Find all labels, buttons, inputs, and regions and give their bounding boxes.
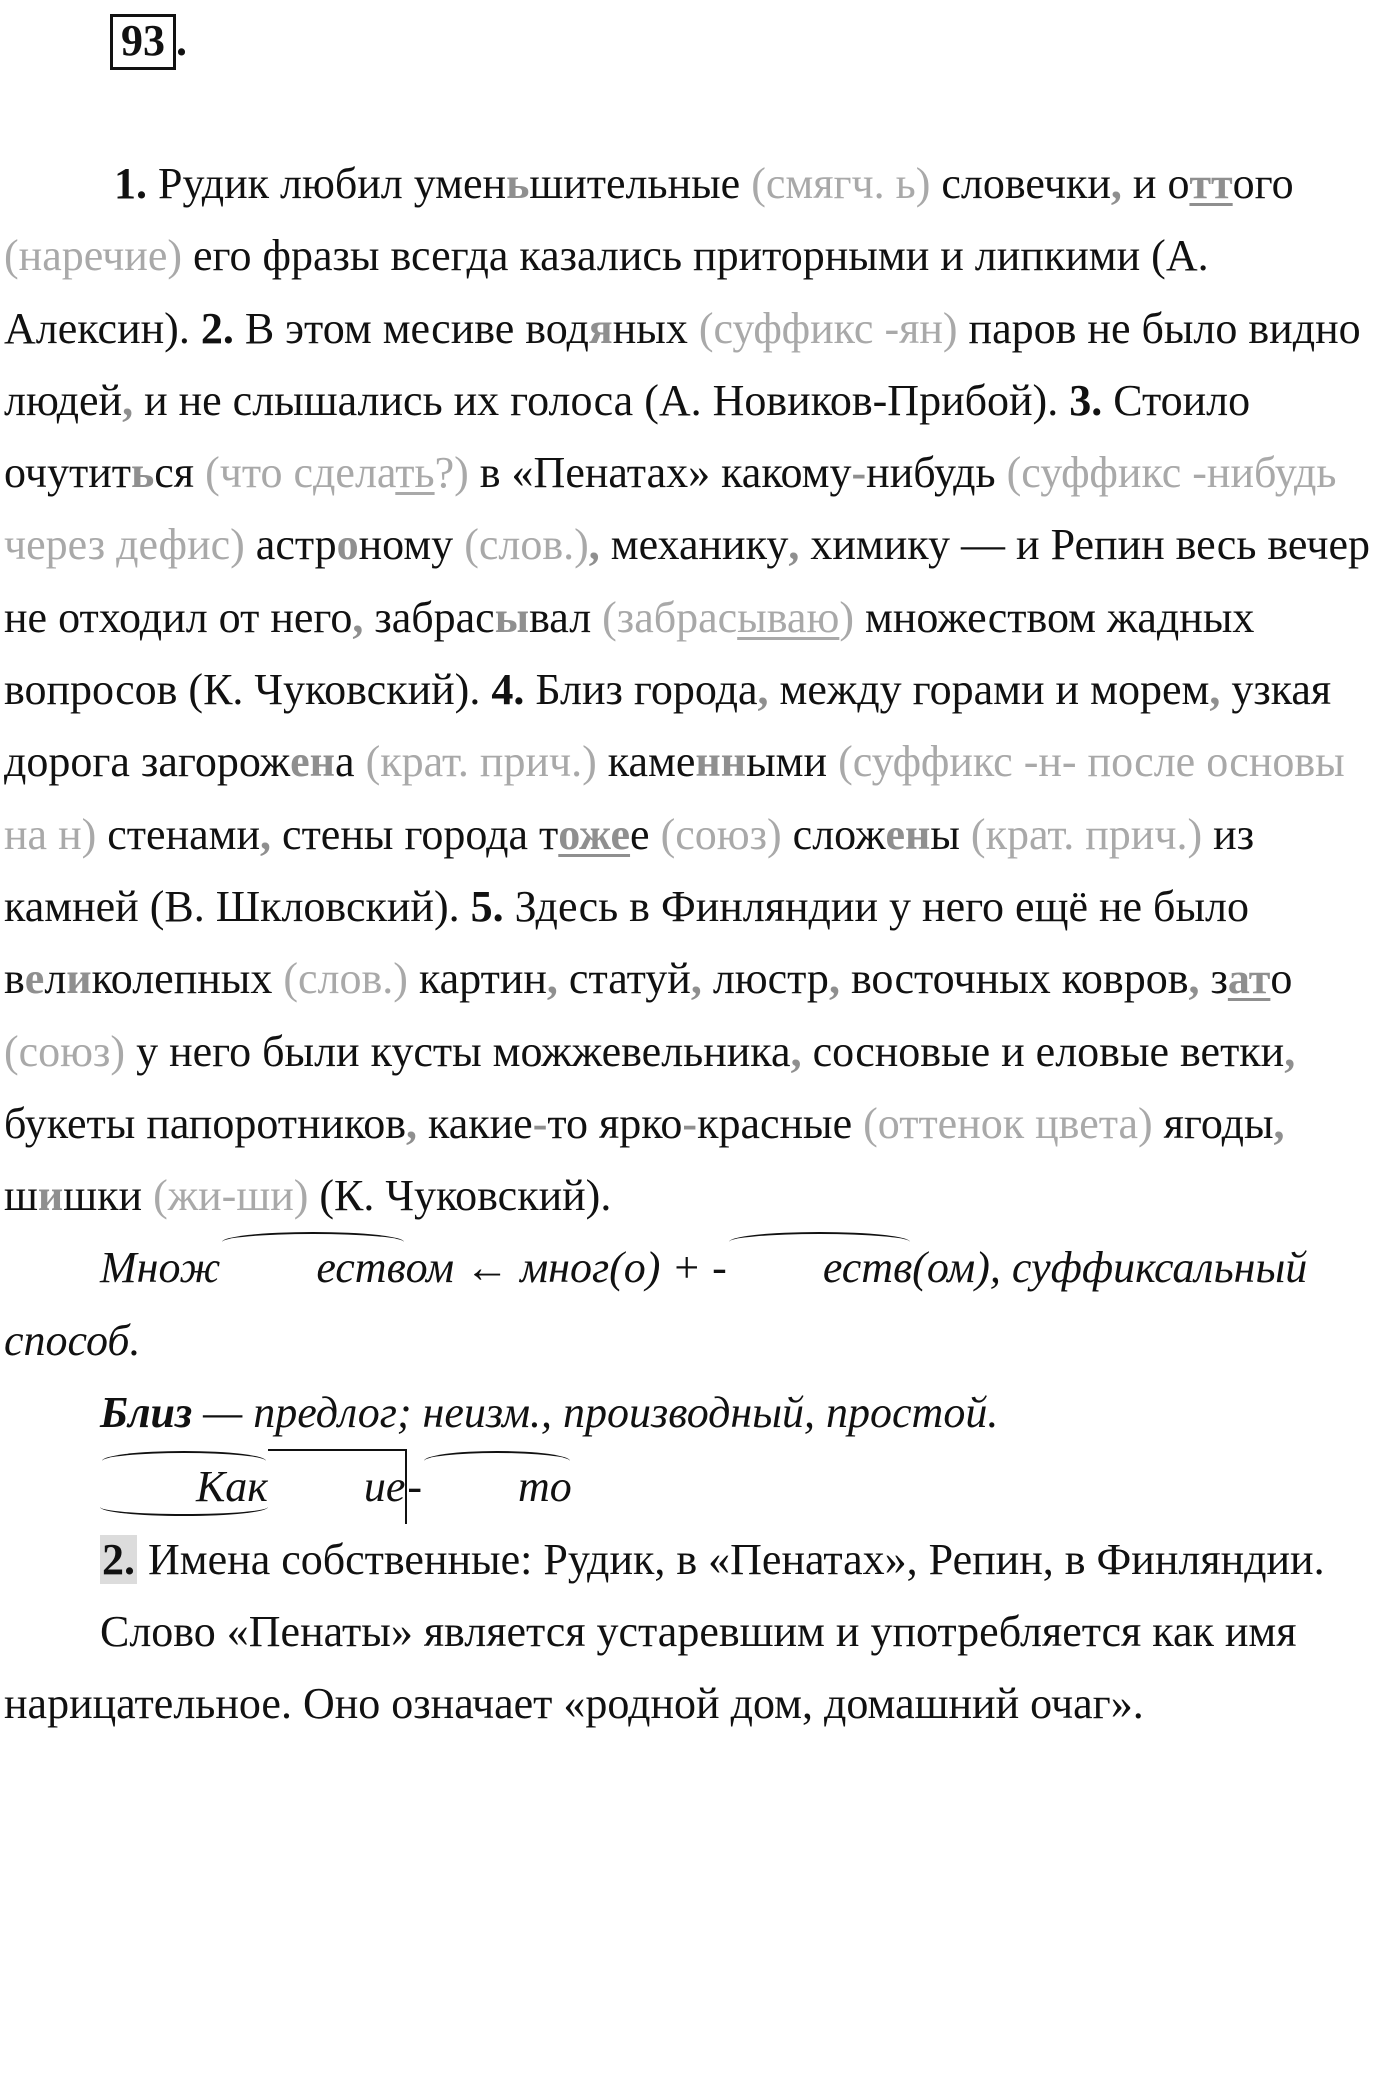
hint: (наречие) [4, 231, 183, 281]
punctuation-mark: , [788, 520, 800, 570]
orthogram: ы [494, 592, 530, 642]
task-number: 2. [102, 1534, 135, 1584]
punctuation-mark: , [588, 520, 600, 570]
hint: (союз) [4, 1026, 126, 1076]
orthogram: нн [695, 737, 747, 787]
punctuation-mark: , [790, 1026, 802, 1076]
punctuation-mark: , [1284, 1026, 1296, 1076]
sentence-number: 5. [470, 881, 504, 931]
hint: (слов.) [283, 954, 408, 1004]
orthogram: о [336, 520, 359, 570]
orthogram: ен [885, 809, 931, 859]
task2-paragraph: 2. Имена собственные: Рудик, в «Пенатах», Репин, в Финляндии. [102, 1534, 1325, 1584]
hint: (слов.) [464, 520, 589, 570]
orthogram: ь [506, 159, 530, 208]
sentence-number: 4. [491, 665, 525, 715]
punctuation-mark: , [406, 1098, 418, 1148]
hint: (суффикс -ян) [698, 303, 958, 353]
morphological-analysis: Близ — предлог; неизм., производный, простой. [100, 1388, 999, 1438]
punctuation-mark: , [1188, 954, 1200, 1004]
hint: (крат. прич.) [365, 737, 597, 787]
hint: (суффикс -н- после основы на н) [4, 737, 1345, 859]
orthogram: - [851, 448, 867, 498]
suffix-mark: еств [220, 1232, 405, 1304]
orthogram: я [588, 303, 613, 353]
punctuation-mark: , [260, 809, 272, 859]
orthogram: тт [1189, 159, 1233, 208]
orthogram: - [682, 1098, 698, 1148]
punctuation-mark: , [690, 954, 702, 1004]
punctuation-mark: , [1209, 665, 1221, 715]
morpheme-analysis: Как ие- то [4, 1449, 1394, 1523]
exercise-text [4, 148, 1394, 1741]
punctuation-mark: , [757, 665, 769, 715]
orthogram: оже [558, 809, 631, 859]
orthogram: - [532, 1098, 548, 1148]
punctuation-mark: , [122, 375, 134, 425]
suffix-mark: еств [727, 1232, 912, 1304]
punctuation-mark: , [1273, 1098, 1285, 1148]
sentence-number: 1. [114, 159, 147, 208]
task1-paragraph: 1. Рудик любил уменьшительные (смягч. ь) словечки, и оттого (наречие) его фразы всегда казались приторными и липкими (А. Алексин). 2. В этом месиве водяных (суффикс -ян) паров не было видно людей, и не слышались их голоса (А. Новиков-Прибой). 3. Стоило очутиться (что сделать?) в «Пенатах» какому-нибудь (суффикс -нибудь через дефис) астроному (слов.), механику, химику — и Репин весь вечер не отходил от него, забрасывал (забрасываю) множеством жадных вопросов (К. Чуковский). 4. Близ города, между горами и морем, узкая дорога загорожена (крат. прич.) каменными (суффикс -н- после основы на н) стенами, стены города тожее (союз) сложены (крат. прич.) из камней (В. Шкловский). 5. Здесь в Финляндии у него ещё не было великолепных (слов.) картин, статуй, люстр, восточных ковров, зато (союз) у него были кусты можжевельника, сосновые и еловые ветки, букеты папоротников, какие-то ярко-красные (оттенок цвета) ягоды, шишки (жи-ши) (К. Чуковский). [4, 159, 1371, 1221]
punctuation-mark: , [546, 954, 558, 1004]
task2-explanation: Слово «Пенаты» является устаревшим и употребляется как имя нарицательное. Оно означает «родной дом, домашний очаг». [4, 1606, 1297, 1729]
orthogram: и [37, 1171, 64, 1221]
orthogram: е [24, 954, 45, 1004]
root-mark: Как [100, 1451, 268, 1523]
hint: (смягч. ь) [751, 159, 931, 208]
suffix-mark: то [422, 1451, 572, 1523]
orthogram: ен [290, 737, 336, 787]
ending-mark: ие [268, 1449, 408, 1523]
punctuation-mark: , [828, 954, 840, 1004]
punctuation-mark: , [352, 592, 364, 642]
hint: (жи-ши) [153, 1171, 309, 1221]
hint: (что сделать?) [205, 448, 469, 498]
sentence-number: 3. [1069, 375, 1103, 425]
orthogram: ат [1227, 954, 1271, 1004]
hint: (забрасываю) [602, 592, 854, 642]
punctuation-mark: , [1110, 159, 1122, 208]
sentence-number: 2. [200, 303, 234, 353]
orthogram: ь [131, 448, 155, 498]
exercise-number: 93 . [110, 14, 187, 70]
hint: (союз) [660, 809, 782, 859]
word-formation-analysis: Множ еством ← мног(о) + - еств(ом), суффиксальный способ. [4, 1232, 1394, 1377]
orthogram: и [66, 954, 92, 1004]
hint: (крат. прич.) [970, 809, 1203, 859]
hint: (суффикс -нибудь через дефис) [4, 448, 1337, 570]
hint: (оттенок цвета) [863, 1098, 1153, 1148]
